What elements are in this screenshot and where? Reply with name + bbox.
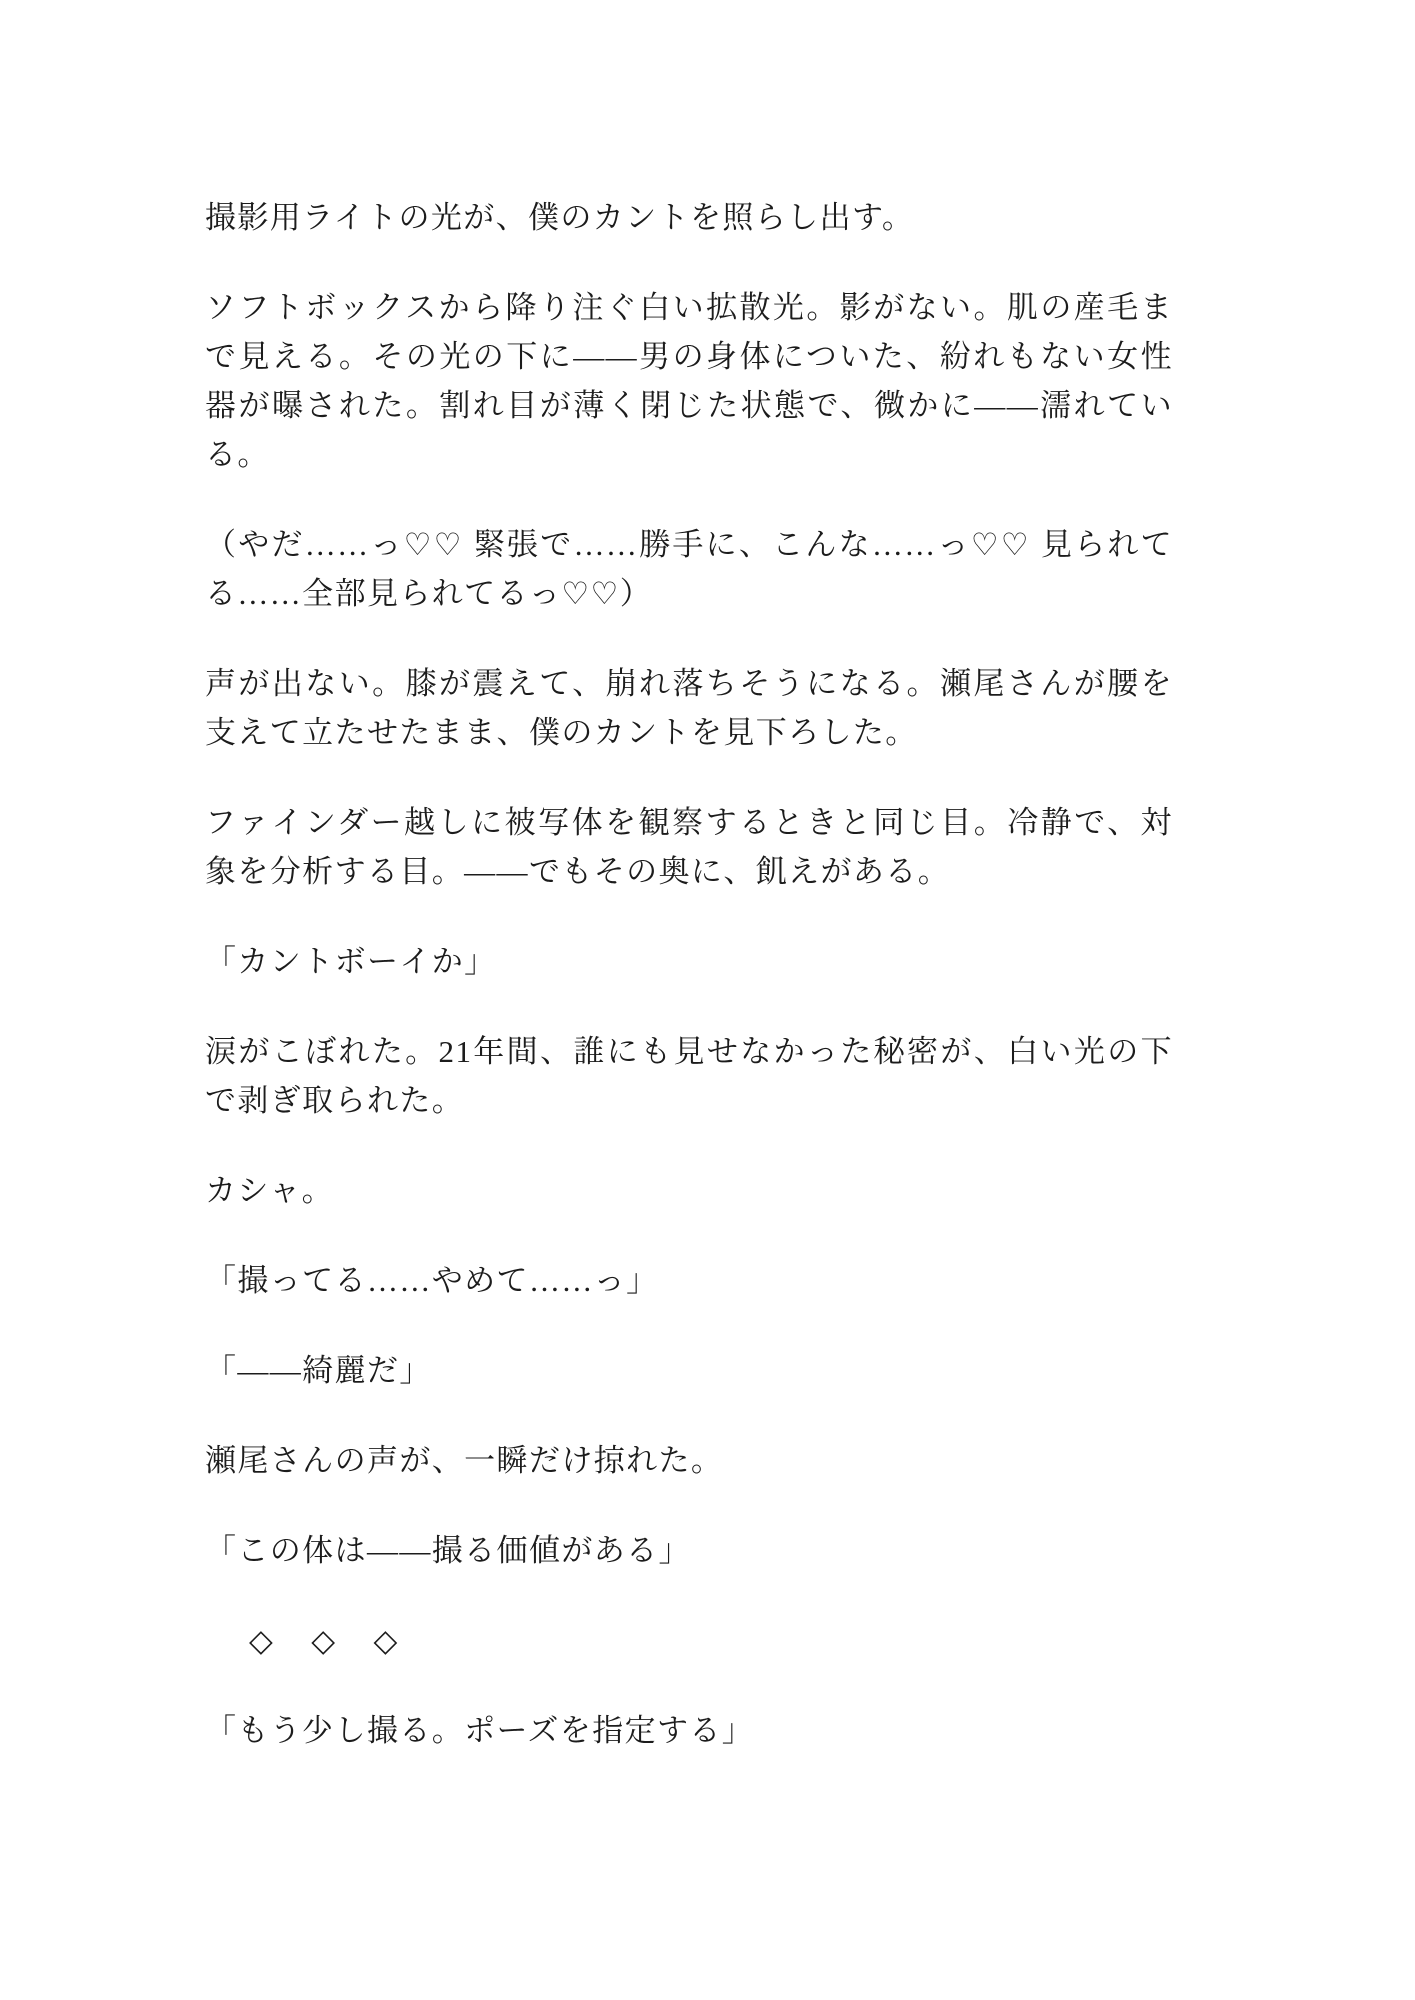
- dialogue-line: 「撮ってる……やめて……っ」: [205, 1263, 659, 1298]
- narration-paragraph: 撮影用ライトの光が、僕のカントを照らし出す。: [205, 200, 915, 235]
- scene-divider: ◇ ◇ ◇: [249, 1623, 402, 1658]
- narration-paragraph: 瀬尾さんの声が、一瞬だけ掠れた。: [205, 1443, 724, 1478]
- narration-paragraph: ファインダー越しに被写体を観察するときと同じ目。冷静で、対象を分析する目。——でもその奥に、飢えがある。: [205, 805, 1173, 889]
- narration-paragraph: ソフトボックスから降り注ぐ白い拡散光。影がない。肌の産毛まで見える。その光の下に——男の身体についた、紛れもない女性器が曝された。割れ目が薄く閉じた状態で、微かに——濡れている。: [205, 290, 1173, 472]
- dialogue-line: 「カントボーイか」: [205, 944, 497, 979]
- inner-monologue-paragraph: （やだ……っ♡♡ 緊張で……勝手に、こんな……っ♡♡ 見られてる……全部見られてるっ♡♡）: [205, 527, 1173, 611]
- narration-paragraph: 声が出ない。膝が震えて、崩れ落ちそうになる。瀬尾さんが腰を支えて立たせたまま、僕のカントを見下ろした。: [205, 666, 1173, 750]
- narration-paragraph: カシャ。: [205, 1173, 334, 1208]
- dialogue-line: 「もう少し撮る。ポーズを指定する」: [205, 1713, 755, 1748]
- narration-paragraph: 涙がこぼれた。21年間、誰にも見せなかった秘密が、白い光の下で剥ぎ取られた。: [205, 1034, 1173, 1118]
- dialogue-line: 「この体は——撮る価値がある」: [205, 1533, 691, 1568]
- dialogue-line: 「——綺麗だ」: [205, 1353, 432, 1388]
- text-column: [205, 193, 1173, 1796]
